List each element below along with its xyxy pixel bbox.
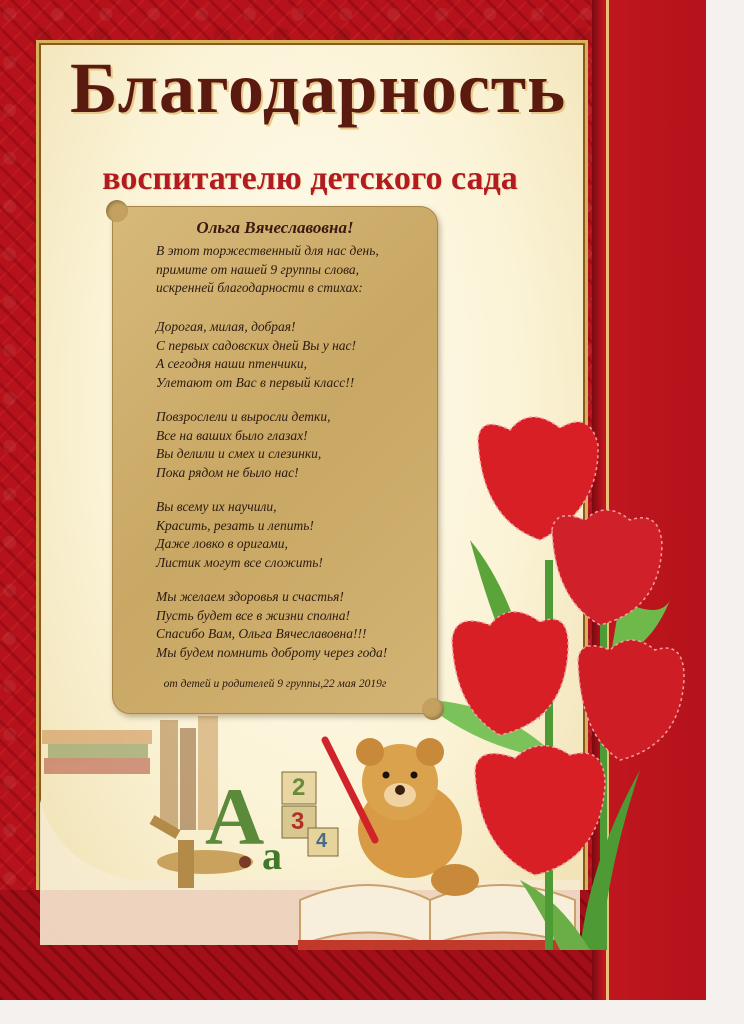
poem-line: Повзрослели и выросли детки, (156, 409, 331, 424)
poem-line: Дорогая, милая, добрая! (156, 319, 296, 334)
certificate-subtitle: воспитателю детского сада (102, 160, 518, 197)
certificate-title: Благодарность (70, 48, 567, 128)
poem-line: Листик могут все сложить! (156, 554, 323, 570)
sheet-curl-bottom-right (422, 698, 444, 720)
poem-signature: от детей и родителей 9 группы,22 мая 2019г (163, 678, 387, 690)
tulip-4 (578, 640, 684, 760)
poem-line: Все на ваших было глазах! (156, 427, 308, 443)
poem-stanza-5 (156, 588, 436, 662)
poem-line: Пока рядом не было нас! (156, 464, 299, 480)
teddy-bear-illustration (356, 738, 479, 896)
poem-line: Вы всему их научили, (156, 499, 277, 514)
poem-line: Мы желаем здоровья и счастья! (156, 589, 344, 604)
poem-line: искренней благодарности в стихах: (156, 280, 363, 295)
block-label-3: 3 (291, 808, 305, 835)
poem-stanza-3 (156, 408, 436, 482)
poem-line: Улетают от Вас в первый класс!! (156, 374, 355, 390)
tulip-2 (552, 510, 662, 625)
poem-line: Красить, резать и лепить! (156, 517, 314, 533)
big-letter-a: А (205, 771, 265, 862)
poem-line: А сегодня наши птенчики, (156, 356, 308, 371)
poem-greeting: Ольга Вячеславовна! (196, 218, 354, 237)
poem-line: Мы будем помнить доброту через года! (156, 644, 388, 660)
poem-line: С первых садовских дней Вы у нас! (156, 337, 357, 353)
poem-stanza-2 (156, 318, 436, 392)
poem-line: Пусть будет все в жизни сполна! (156, 607, 350, 623)
block-label-2: 2 (292, 774, 306, 801)
poem-line: примите от нашей 9 группы слова, (156, 261, 360, 277)
block-label-4: 4 (316, 830, 328, 852)
small-letter-a: а (262, 833, 282, 878)
poem-sheet (112, 206, 438, 714)
poem-line: В этот торжественный для нас день, (156, 243, 379, 258)
poem-line: Вы делили и смех и слезинки, (156, 446, 322, 461)
tulip-flowers (452, 417, 684, 875)
poem-line: Спасибо Вам, Ольга Вячеславовна!!! (156, 626, 367, 641)
tulip-5 (475, 746, 605, 875)
poem-line: Даже ловко в оригами, (156, 536, 288, 551)
bookshelf-illustration (42, 716, 218, 830)
poem-stanza-4 (156, 498, 436, 572)
poem-stanza-1 (156, 242, 436, 298)
